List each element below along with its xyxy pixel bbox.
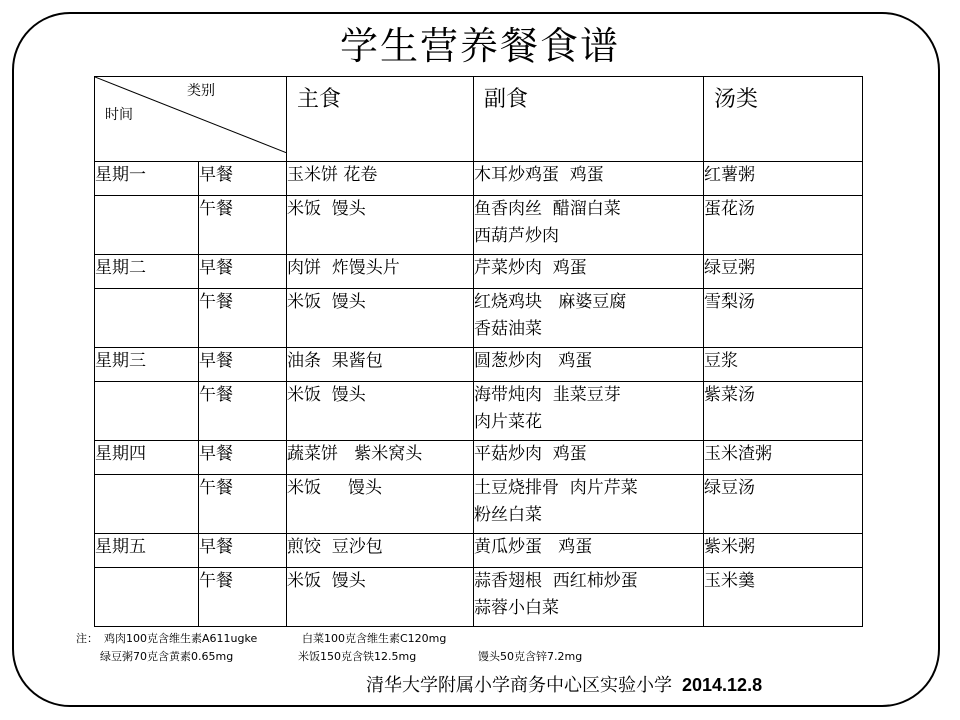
meal-cell: 午餐 — [199, 289, 287, 348]
footer — [366, 673, 762, 698]
main-food-cell: 米饭 馒头 — [287, 289, 474, 348]
day-cell: 星期三 — [95, 348, 199, 382]
meal-cell: 早餐 — [199, 348, 287, 382]
main-food-cell: 煎饺 豆沙包 — [287, 534, 474, 568]
meal-cell: 早餐 — [199, 534, 287, 568]
page-title: 学生营养餐食谱 — [339, 24, 620, 68]
side-dish-line: 肉片菜花 — [474, 412, 542, 432]
side-dish-line: 蒜蓉小白菜 — [474, 598, 559, 618]
side-dish-cell — [474, 348, 704, 382]
soup-cell: 绿豆粥 — [704, 255, 863, 289]
main-food-cell: 米饭 馒头 — [287, 568, 474, 627]
side-dish-line: 西葫芦炒肉 — [474, 226, 559, 246]
main-food-cell: 玉米饼 花卷 — [287, 162, 474, 196]
note-chicken: 鸡肉100克含维生素A611ugke — [104, 632, 258, 645]
table-row — [95, 382, 863, 441]
day-cell: 星期五 — [95, 534, 199, 568]
note-rice: 米饭150克含铁12.5mg — [298, 650, 417, 663]
main-food-cell: 油条 果酱包 — [287, 348, 474, 382]
table-row — [95, 162, 863, 196]
side-dish-cell — [474, 475, 704, 534]
time-label: 时间 — [105, 107, 133, 123]
table-row — [95, 568, 863, 627]
side-dish-line: 芹菜炒肉 鸡蛋 — [474, 258, 587, 278]
soup-cell: 紫米粥 — [704, 534, 863, 568]
meal-cell: 午餐 — [199, 568, 287, 627]
soup-cell: 紫菜汤 — [704, 382, 863, 441]
soup-cell: 豆浆 — [704, 348, 863, 382]
note-prefix: 注： — [76, 632, 98, 645]
side-dish-line: 香菇油菜 — [474, 319, 542, 339]
side-dish-cell — [474, 534, 704, 568]
day-cell — [95, 568, 199, 627]
side-dish-line: 黄瓜炒蛋 鸡蛋 — [474, 537, 593, 557]
meal-cell: 早餐 — [199, 162, 287, 196]
side-dish-line: 木耳炒鸡蛋 鸡蛋 — [474, 165, 604, 185]
meal-cell: 午餐 — [199, 196, 287, 255]
side-dish-line: 鱼香肉丝 醋溜白菜 — [474, 199, 621, 219]
side-dish-cell — [474, 289, 704, 348]
side-dish-line: 圆葱炒肉 鸡蛋 — [474, 351, 593, 371]
soup-cell: 玉米羹 — [704, 568, 863, 627]
soup-cell: 蛋花汤 — [704, 196, 863, 255]
table-row — [95, 475, 863, 534]
day-cell: 星期二 — [95, 255, 199, 289]
table-row — [95, 441, 863, 475]
table-row — [95, 534, 863, 568]
day-cell — [95, 475, 199, 534]
side-dish-line: 土豆烧排骨 肉片芹菜 — [474, 478, 638, 498]
side-dish-cell — [474, 441, 704, 475]
footer-date: 2014.12.8 — [682, 675, 763, 695]
day-cell: 星期四 — [95, 441, 199, 475]
table-row — [95, 196, 863, 255]
school-name: 清华大学附属小学商务中心区实验小学 — [366, 675, 672, 696]
table-row — [95, 255, 863, 289]
meal-cell: 午餐 — [199, 382, 287, 441]
soup-cell: 绿豆汤 — [704, 475, 863, 534]
day-cell — [95, 382, 199, 441]
soup-cell: 红薯粥 — [704, 162, 863, 196]
table-row — [95, 348, 863, 382]
note-mungbean: 绿豆粥70克含黄素0.65mg — [100, 650, 234, 663]
main-food-cell: 米饭 馒头 — [287, 382, 474, 441]
header-row — [95, 77, 863, 162]
menu-table — [94, 76, 863, 627]
main-food-cell: 肉饼 炸馒头片 — [287, 255, 474, 289]
soup-cell: 雪梨汤 — [704, 289, 863, 348]
day-cell — [95, 196, 199, 255]
category-label: 类别 — [187, 83, 215, 99]
header-main-food: 主食 — [287, 77, 474, 162]
meal-cell: 午餐 — [199, 475, 287, 534]
main-food-cell: 米饭 馒头 — [287, 196, 474, 255]
side-dish-line: 平菇炒肉 鸡蛋 — [474, 444, 587, 464]
side-dish-cell — [474, 196, 704, 255]
side-dish-cell — [474, 568, 704, 627]
main-food-cell: 米饭 馒头 — [287, 475, 474, 534]
meal-cell: 早餐 — [199, 441, 287, 475]
note-bun: 馒头50克含锌7.2mg — [478, 650, 583, 663]
day-cell — [95, 289, 199, 348]
soup-cell: 玉米渣粥 — [704, 441, 863, 475]
side-dish-line: 蒜香翅根 西红柿炒蛋 — [474, 571, 638, 591]
note-cabbage: 白菜100克含维生素C120mg — [302, 632, 447, 645]
table-row — [95, 289, 863, 348]
day-cell: 星期一 — [95, 162, 199, 196]
header-soup: 汤类 — [704, 77, 863, 162]
side-dish-line: 粉丝白菜 — [474, 505, 542, 525]
side-dish-line: 海带炖肉 韭菜豆芽 — [474, 385, 621, 405]
meal-cell: 早餐 — [199, 255, 287, 289]
side-dish-line: 红烧鸡块 麻婆豆腐 — [474, 292, 627, 312]
header-diagonal-cell — [95, 77, 287, 162]
side-dish-cell — [474, 382, 704, 441]
header-side-dish: 副食 — [474, 77, 704, 162]
side-dish-cell — [474, 255, 704, 289]
main-food-cell: 蔬菜饼 紫米窝头 — [287, 441, 474, 475]
side-dish-cell — [474, 162, 704, 196]
